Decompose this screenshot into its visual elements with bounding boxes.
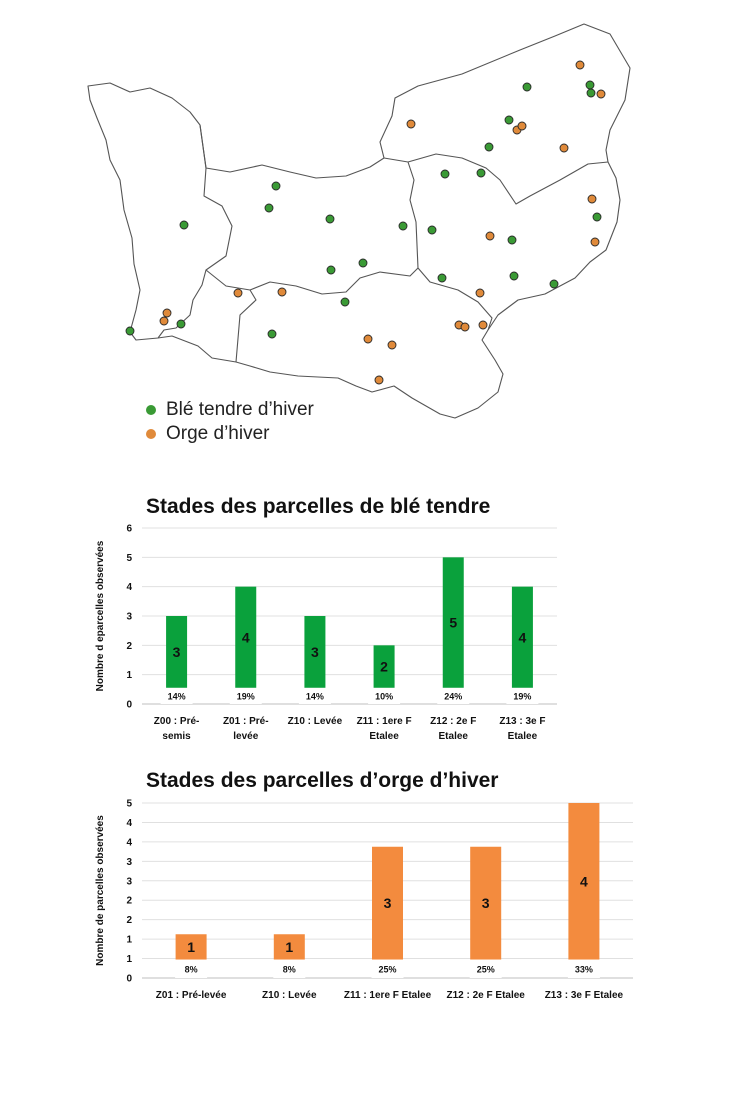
y-tick-label: 1	[126, 954, 132, 966]
y-tick-label: 3	[126, 611, 132, 623]
map-point	[485, 143, 493, 151]
percent-label: 14%	[305, 691, 324, 702]
map-point	[518, 122, 526, 130]
map-point	[327, 266, 335, 274]
value-label: 4	[518, 629, 527, 646]
region-outline	[88, 24, 630, 418]
y-tick-label: 2	[126, 915, 132, 927]
map-point	[359, 259, 367, 267]
region-map	[0, 0, 747, 470]
legend-item-orge	[146, 422, 314, 446]
y-tick-label: 4	[126, 837, 132, 849]
map-point	[364, 335, 372, 343]
value-label: 3	[383, 895, 392, 912]
map-point	[593, 213, 601, 221]
x-category-label: Z13 : 3e F Etalee	[544, 990, 624, 1001]
x-category-label: Z11 : 1ere F Etalee	[343, 990, 432, 1001]
y-tick-label: 5	[126, 798, 132, 810]
y-tick-label: 1	[126, 934, 132, 946]
map-legend	[146, 398, 314, 446]
x-category-label: Etalee	[369, 731, 399, 742]
y-tick-label: 2	[126, 895, 132, 907]
value-label: 3	[311, 643, 319, 660]
chart-title-ble: Stades des parcelles de blé tendre	[146, 495, 491, 518]
map-point	[510, 272, 518, 280]
map-point	[341, 298, 349, 306]
x-category-label: Z12 : 2e F	[430, 716, 477, 727]
map-point	[126, 327, 134, 335]
y-axis-label: Nombre de parcelles observées	[95, 815, 106, 966]
map-point	[441, 170, 449, 178]
map-point	[588, 195, 596, 203]
map-point	[523, 83, 531, 91]
percent-label: 25%	[476, 964, 495, 975]
y-tick-label: 0	[126, 699, 132, 711]
y-tick-label: 3	[126, 876, 132, 888]
department-border	[236, 290, 256, 362]
legend-swatch	[146, 429, 156, 439]
map-point	[505, 116, 513, 124]
map-point	[407, 120, 415, 128]
value-label: 3	[481, 895, 490, 912]
percent-label: 33%	[574, 964, 593, 975]
value-label: 3	[172, 643, 181, 660]
percent-label: 14%	[167, 691, 186, 702]
x-category-label: Z01 : Pré-	[222, 716, 269, 727]
x-category-label: Z10 : Levée	[262, 990, 317, 1001]
department-border	[158, 125, 232, 338]
map-point	[560, 144, 568, 152]
percent-label: 25%	[378, 964, 397, 975]
map-point	[476, 289, 484, 297]
map-point	[428, 226, 436, 234]
chart-title-orge: Stades des parcelles d’orge d’hiver	[146, 769, 499, 792]
department-border	[384, 158, 492, 330]
map-point	[265, 204, 273, 212]
value-label: 5	[449, 614, 458, 631]
map-point	[399, 222, 407, 230]
y-tick-label: 4	[126, 817, 132, 829]
map-point	[486, 232, 494, 240]
x-category-label: Z13 : 3e F	[499, 716, 546, 727]
percent-label: 24%	[444, 691, 463, 702]
map-point	[234, 289, 242, 297]
map-point	[163, 309, 171, 317]
legend-label: Blé tendre d’hiver	[166, 399, 314, 420]
y-tick-label: 5	[126, 552, 132, 564]
x-category-label: Z00 : Pré-	[153, 716, 200, 727]
map-point	[477, 169, 485, 177]
x-category-label: Z01 : Pré-levée	[155, 990, 227, 1001]
map-point	[388, 341, 396, 349]
y-tick-label: 0	[126, 973, 132, 985]
y-tick-label: 6	[126, 523, 132, 535]
map-point	[180, 221, 188, 229]
y-tick-label: 1	[126, 670, 132, 682]
bar-chart-ble	[0, 518, 747, 750]
legend-item-ble	[146, 398, 314, 422]
map-point	[597, 90, 605, 98]
y-tick-label: 2	[126, 640, 132, 652]
map-point	[272, 182, 280, 190]
percent-label: 10%	[375, 691, 394, 702]
percent-label: 19%	[236, 691, 255, 702]
percent-label: 19%	[513, 691, 532, 702]
y-axis-label: Nombre d eparcelles observées	[95, 540, 106, 692]
value-label: 1	[285, 938, 294, 955]
legend-swatch	[146, 405, 156, 415]
x-category-label: Etalee	[438, 731, 468, 742]
x-category-label: Etalee	[507, 731, 538, 742]
map-point	[160, 317, 168, 325]
map-point	[461, 323, 469, 331]
y-tick-label: 4	[126, 582, 132, 594]
map-point	[550, 280, 558, 288]
map-point	[326, 215, 334, 223]
value-label: 4	[241, 629, 250, 646]
map-point	[177, 320, 185, 328]
map-point	[268, 330, 276, 338]
map-point	[591, 238, 599, 246]
x-category-label: Z12 : 2e F Etalee	[446, 990, 525, 1001]
bar-chart-orge	[0, 794, 747, 1006]
map-point	[479, 321, 487, 329]
map-point	[508, 236, 516, 244]
map-point	[587, 89, 595, 97]
x-category-label: semis	[162, 731, 191, 742]
map-panel	[0, 0, 747, 470]
value-label: 1	[187, 938, 195, 955]
value-label: 4	[580, 873, 588, 890]
percent-label: 8%	[282, 964, 296, 975]
value-label: 2	[380, 658, 388, 675]
map-point	[375, 376, 383, 384]
department-border	[408, 154, 608, 204]
map-point	[586, 81, 594, 89]
x-category-label: Z10 : Levée	[287, 716, 343, 727]
map-point	[278, 288, 286, 296]
x-category-label: Z11 : 1ere F	[356, 716, 412, 727]
percent-label: 8%	[184, 964, 198, 975]
y-tick-label: 3	[126, 856, 132, 868]
map-point	[438, 274, 446, 282]
legend-label: Orge d’hiver	[166, 423, 270, 444]
map-point	[576, 61, 584, 69]
x-category-label: levée	[233, 731, 259, 742]
